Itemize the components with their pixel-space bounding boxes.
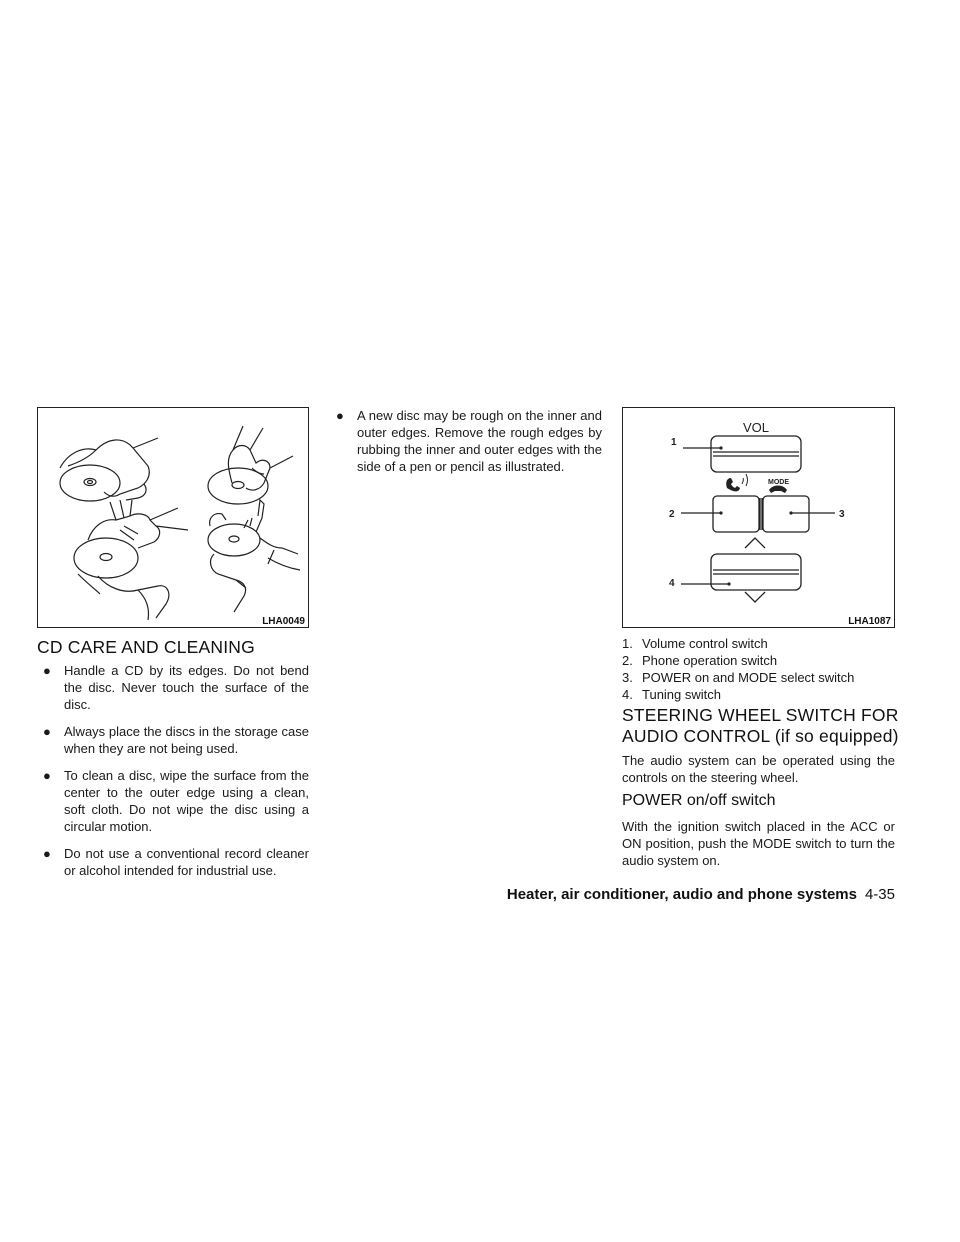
cd-care-heading: CD CARE AND CLEANING [37,637,255,657]
handset-icon [769,486,787,494]
steering-switch-illustration [622,407,895,628]
cd-handling-drawing [38,408,307,626]
list-item: ● Do not use a conventional record cleaner or alcohol intended for industrial use. [43,846,309,878]
bullet-icon: ● [43,663,51,678]
list-item: 1. Volume control switch [622,636,768,651]
bullet-icon: ● [336,408,344,423]
callout-3: 3 [839,509,845,520]
cd-care-bullets [37,662,309,889]
bullet-icon: ● [43,724,51,739]
page-footer [507,886,895,903]
bullet-icon: ● [43,846,51,861]
power-switch-heading: POWER on/off switch [622,792,776,809]
steering-switch-drawing [623,408,893,626]
list-item: 2. Phone operation switch [622,653,778,668]
callout-4: 4 [669,578,675,589]
vol-label: VOL [743,420,770,435]
list-item: 3. POWER on and MODE select switch [622,670,855,685]
callout-2: 2 [669,509,675,520]
figure-code: LHA1087 [844,615,894,627]
switch-legend [622,635,902,703]
phone-icon [726,478,740,491]
bullet-icon: ● [43,768,51,783]
steering-switch-heading: STEERING WHEEL SWITCH FOR AUDIO CONTROL (if so equipped) [622,705,899,746]
new-disc-bullets [330,407,602,485]
mode-label: MODE [768,479,789,486]
steering-intro-text: The audio system can be operated using the controls on the steering wheel. [622,753,895,785]
power-switch-text: With the ignition switch placed in the ACC or ON position, push the MODE switch to turn the audio system on. [622,819,895,868]
figure-code: LHA0049 [258,615,308,627]
footer-section-title: Heater, air conditioner, audio and phone systems [506,886,857,903]
page-number: 4-35 [864,886,895,903]
list-item: ● Handle a CD by its edges. Do not bend the disc. Never touch the surface of the disc. [43,663,309,712]
list-item: ● A new disc may be rough on the inner and outer edges. Remove the rough edges by rubbing the inner and outer edges with the side of a pen or pencil as illustrated. [336,408,602,474]
list-item: ● Always place the discs in the storage case when they are not being used. [43,724,309,756]
cd-care-illustration [37,407,309,628]
callout-1: 1 [671,437,677,448]
list-item: ● To clean a disc, wipe the surface from the center to the outer edge using a clean, soft cloth. Do not wipe the disc using a circular motion. [43,768,309,834]
list-item: 4. Tuning switch [622,687,721,702]
